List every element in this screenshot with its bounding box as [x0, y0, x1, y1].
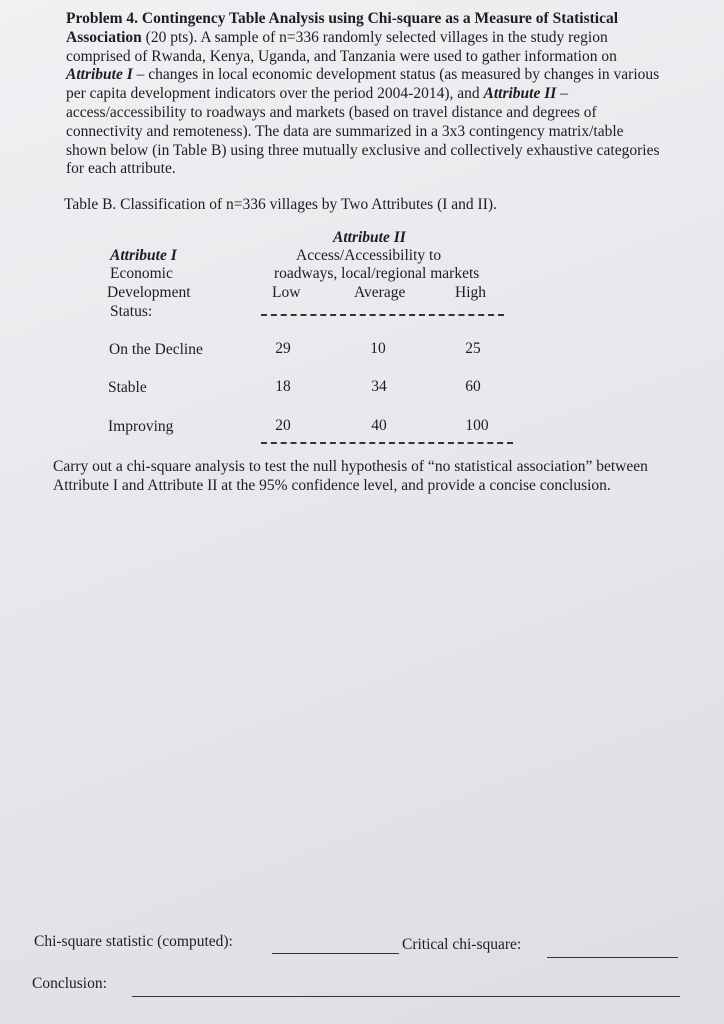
- row-label-stable: Stable: [108, 379, 147, 396]
- cell-improving-average: 40: [371, 417, 387, 434]
- cell-improving-high: 100: [465, 417, 489, 434]
- cell-stable-high: 60: [465, 378, 481, 395]
- attribute-1-name: Attribute I: [66, 66, 133, 84]
- instructions-text: Carry out a chi-square analysis to test the null hypothesis of “no statistical association” between Attribute I and Attribute II at the 95% confidence level, and provide a concise conclusion.: [53, 458, 648, 494]
- col-header-line-2: roadways, local/regional markets: [274, 265, 480, 282]
- cell-stable-average: 34: [371, 378, 387, 395]
- conclusion-label: Conclusion:: [32, 975, 107, 992]
- attribute-1-description: – changes in local economic development status (as measured by changes in various per capita development indicators over the period 2004-2014), and: [66, 66, 660, 103]
- row-header-title: Attribute I: [110, 247, 177, 264]
- attribute-2-name: Attribute II: [483, 85, 557, 103]
- row-label-improving: Improving: [108, 418, 174, 435]
- row-header-line-1: Economic: [110, 265, 173, 282]
- critical-chi-square-label: Critical chi-square:: [402, 936, 522, 953]
- col-header-line-1: Access/Accessibility to: [296, 247, 442, 264]
- column-low: Low: [272, 284, 301, 301]
- table-bottom-divider: [261, 442, 513, 444]
- conclusion-answer-line[interactable]: [132, 996, 680, 997]
- column-average: Average: [354, 284, 406, 301]
- cell-decline-high: 25: [465, 340, 481, 357]
- chi-square-answer-line[interactable]: [272, 953, 399, 954]
- cell-decline-low: 29: [275, 340, 291, 357]
- cell-improving-low: 20: [275, 417, 291, 434]
- row-header-line-2: Development: [107, 284, 191, 301]
- problem-heading: Problem 4. Contingency Table Analysis using Chi-square as a Measure of Statistical Association: [66, 10, 619, 46]
- attribute-2-description: – access/accessibility to roadways and markets (based on travel distance and degrees of connectivity and remoteness). The data are summarized in a 3x3 contingency matrix/table shown below (in Table B) using three mutually exclusive and collectively exhaustive categories for each attribute.: [66, 85, 660, 178]
- table-caption: Table B. Classification of n=336 villages by Two Attributes (I and II).: [64, 196, 497, 213]
- col-header-title: Attribute II: [333, 229, 406, 246]
- cell-stable-low: 18: [275, 378, 291, 395]
- column-high: High: [455, 284, 486, 301]
- chi-square-label: Chi-square statistic (computed):: [34, 933, 233, 950]
- critical-chi-square-answer-line[interactable]: [547, 957, 678, 958]
- row-label-decline: On the Decline: [109, 341, 203, 358]
- problem-statement: [66, 10, 666, 179]
- table-header-divider: [261, 314, 504, 316]
- problem-text-1: (20 pts). A sample of n=336 randomly selected villages in the study region comprised of Rwanda, Kenya, Uganda, and Tanzania were used to gather information on: [66, 28, 617, 65]
- cell-decline-average: 10: [370, 340, 386, 357]
- row-header-line-3: Status:: [110, 303, 153, 320]
